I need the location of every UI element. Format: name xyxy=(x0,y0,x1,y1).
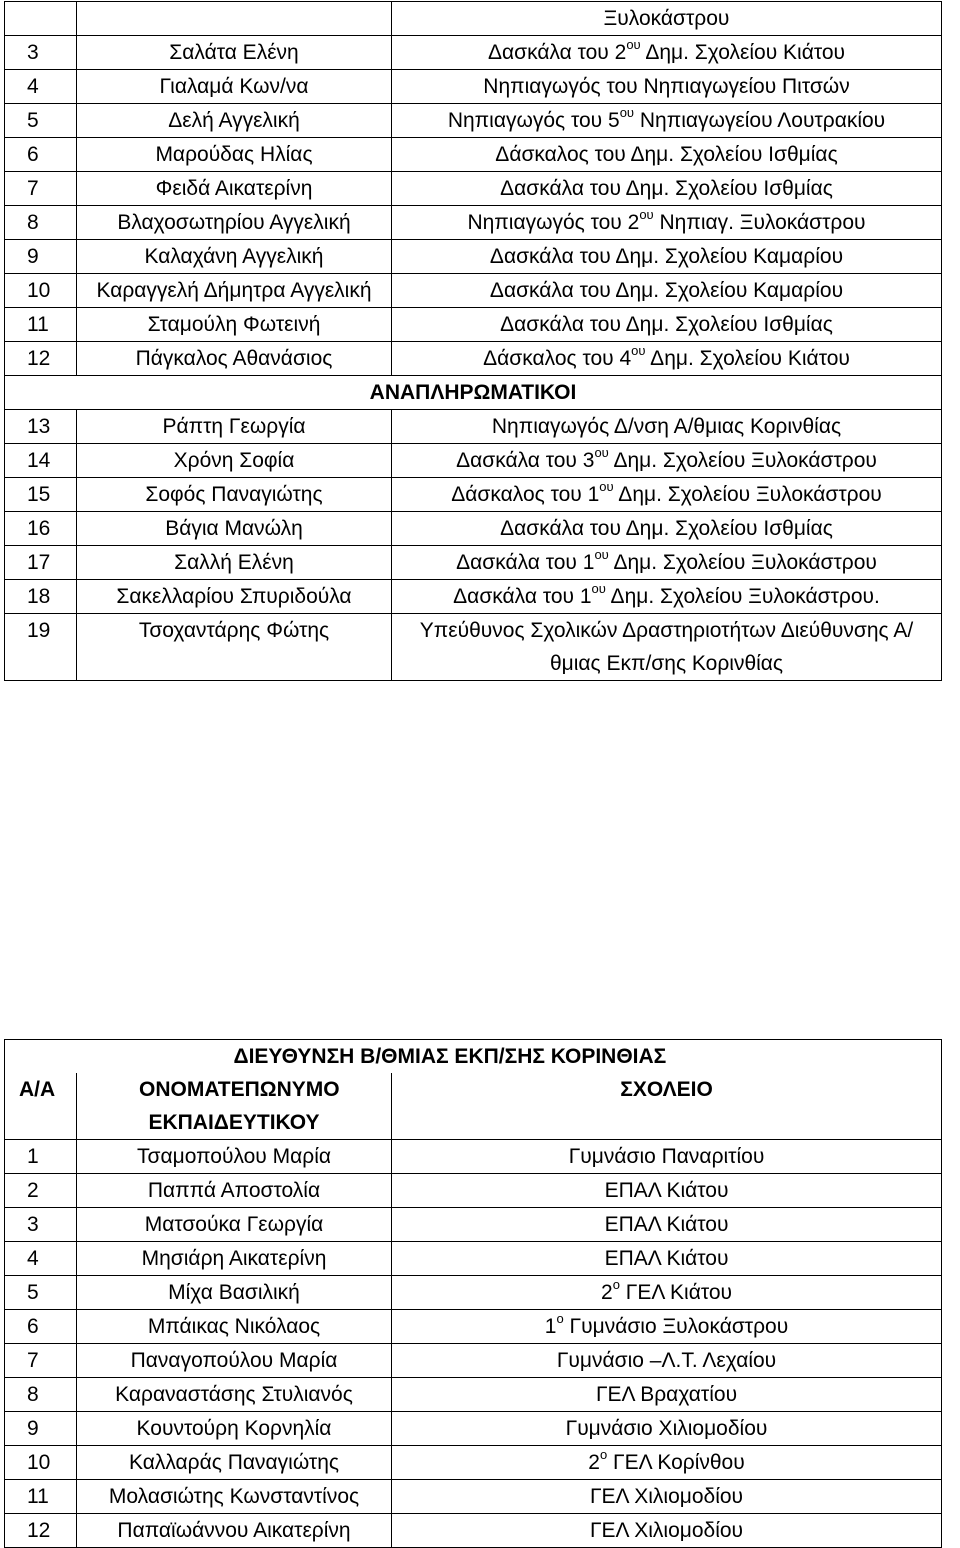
table-title-row xyxy=(5,1040,942,1074)
ordinal-suffix: ου xyxy=(594,547,609,562)
school-text-tail: ΓΕΛ Κιάτου xyxy=(619,1281,733,1304)
table-row xyxy=(5,1208,942,1242)
school-text: ΕΠΑΛ Κιάτου xyxy=(604,1247,729,1270)
school-cell xyxy=(392,1412,942,1446)
school-text: Δάσκαλος του 4 xyxy=(483,347,632,370)
teacher-name: Τσοχαντάρης Φώτης xyxy=(77,614,392,681)
row-number: 3 xyxy=(5,1208,77,1242)
teacher-name: Δελή Αγγελική xyxy=(77,104,392,138)
teacher-name: Ματσούκα Γεωργία xyxy=(77,1208,392,1242)
row-number: 7 xyxy=(5,172,77,206)
school-text-tail: Δημ. Σχολείου Ξυλοκάστρου xyxy=(608,551,877,574)
ordinal-suffix: ο xyxy=(599,1447,608,1462)
row-number: 2 xyxy=(5,1174,77,1208)
table-row xyxy=(5,1480,942,1514)
teacher-name: Παππά Αποστολία xyxy=(77,1174,392,1208)
table-row xyxy=(5,138,942,172)
table-row xyxy=(5,308,942,342)
school-cell xyxy=(392,580,942,614)
teacher-name: Τσαμοπούλου Μαρία xyxy=(77,1140,392,1174)
ordinal-suffix: ο xyxy=(556,1311,564,1326)
row-number: 1 xyxy=(5,1140,77,1174)
school-cell xyxy=(392,70,942,104)
row-number: 4 xyxy=(5,1242,77,1276)
school-cell xyxy=(392,546,942,580)
table-row xyxy=(5,70,942,104)
ordinal-suffix: ου xyxy=(594,445,609,460)
school-text: Γυμνάσιο –Λ.Τ. Λεχαίου xyxy=(556,1349,777,1372)
school-cell xyxy=(392,342,942,376)
header-aa: Α/Α xyxy=(5,1073,77,1140)
row-number: 8 xyxy=(5,1378,77,1412)
table-row xyxy=(5,1140,942,1174)
teacher-name: Σαλλή Ελένη xyxy=(77,546,392,580)
row-number: 5 xyxy=(5,104,77,138)
ordinal-suffix: ο xyxy=(612,1277,620,1292)
school-text-tail: Νηπιαγωγείου Λουτρακίου xyxy=(634,109,886,132)
school-text: Δασκάλα του 3 xyxy=(456,449,595,472)
table-header-row xyxy=(5,1073,942,1140)
table-title: ΔΙΕΥΘΥΝΣΗ Β/ΘΜΙΑΣ ΕΚΠ/ΣΗΣ ΚΟΡΙΝΘΙΑΣ xyxy=(77,1040,942,1074)
row-number: 15 xyxy=(5,478,77,512)
ordinal-suffix: ου xyxy=(599,479,614,494)
teacher-name: Γιαλαμά Κων/να xyxy=(77,70,392,104)
teacher-name: Κουντούρη Κορνηλία xyxy=(77,1412,392,1446)
header-school: ΣΧΟΛΕΙΟ xyxy=(392,1073,942,1140)
school-text: Δασκάλα του Δημ. Σχολείου Καμαρίου xyxy=(489,245,844,268)
row-number: 13 xyxy=(5,410,77,444)
row-number: 10 xyxy=(5,274,77,308)
table-row xyxy=(5,614,942,681)
school-text-tail: Δημ. Σχολείου Κιάτου xyxy=(645,347,850,370)
school-text-tail: Δημ. Σχολείου Ξυλοκάστρου. xyxy=(605,585,880,608)
row-number: 11 xyxy=(5,1480,77,1514)
school-cell xyxy=(392,206,942,240)
school-text-tail: Νηπιαγ. Ξυλοκάστρου xyxy=(653,211,866,234)
row-number: 18 xyxy=(5,580,77,614)
teacher-name: Σαλάτα Ελένη xyxy=(77,36,392,70)
table-row xyxy=(5,172,942,206)
row-number: 5 xyxy=(5,1276,77,1310)
school-cell xyxy=(392,1208,942,1242)
teacher-name: Καραναστάσης Στυλιανός xyxy=(77,1378,392,1412)
school-cell: Ξυλοκάστρου xyxy=(392,2,942,36)
table-row xyxy=(5,1514,942,1548)
row-number: 12 xyxy=(5,1514,77,1548)
table-row xyxy=(5,1276,942,1310)
table-row xyxy=(5,1310,942,1344)
school-text: Δασκάλα του Δημ. Σχολείου Ισθμίας xyxy=(500,313,833,336)
teacher-name: Παπαϊωάννου Αικατερίνη xyxy=(77,1514,392,1548)
school-cell xyxy=(392,512,942,546)
school-text: Δασκάλα του 1 xyxy=(453,585,592,608)
teacher-name: Βάγια Μανώλη xyxy=(77,512,392,546)
teacher-name: Μαρούδας Ηλίας xyxy=(77,138,392,172)
table-row xyxy=(5,1242,942,1276)
table-row xyxy=(5,512,942,546)
school-text: Δάσκαλος του Δημ. Σχολείου Ισθμίας xyxy=(495,143,838,166)
teacher-name: Καραγγελή Δήμητρα Αγγελική xyxy=(77,274,392,308)
row-number: 4 xyxy=(5,70,77,104)
table-row xyxy=(5,240,942,274)
school-text: ΕΠΑΛ Κιάτου xyxy=(604,1179,729,1202)
school-text: Υπεύθυνος Σχολικών Δραστηριοτήτων Διεύθυνσης Α/θμιας Εκπ/σης Κορινθίας xyxy=(419,619,914,675)
row-number: 10 xyxy=(5,1446,77,1480)
table-row xyxy=(5,2,942,36)
school-cell xyxy=(392,478,942,512)
school-cell xyxy=(392,410,942,444)
school-text: 2 xyxy=(588,1451,600,1474)
row-number: 16 xyxy=(5,512,77,546)
teacher-name: Μπάικας Νικόλαος xyxy=(77,1310,392,1344)
school-text: Νηπιαγωγός του Νηπιαγωγείου Πιτσών xyxy=(483,75,850,98)
school-cell xyxy=(392,172,942,206)
school-cell xyxy=(392,1140,942,1174)
teacher-name: Παναγοπούλου Μαρία xyxy=(77,1344,392,1378)
table-row xyxy=(5,580,942,614)
row-number: 11 xyxy=(5,308,77,342)
table-row xyxy=(5,342,942,376)
teacher-name: Φειδά Αικατερίνη xyxy=(77,172,392,206)
school-cell xyxy=(392,104,942,138)
school-text: Γυμνάσιο Χιλιομοδίου xyxy=(565,1417,768,1440)
table-row xyxy=(5,1446,942,1480)
school-cell xyxy=(392,240,942,274)
teacher-name: Σταμούλη Φωτεινή xyxy=(77,308,392,342)
section-row xyxy=(5,376,942,410)
teacher-name: Πάγκαλος Αθανάσιος xyxy=(77,342,392,376)
school-text: ΓΕΛ Βραχατίου xyxy=(595,1383,738,1406)
section-title: ΑΝΑΠΛΗΡΩΜΑΤΙΚΟΙ xyxy=(5,376,942,410)
school-cell xyxy=(392,36,942,70)
school-text: 1 xyxy=(544,1315,557,1338)
row-number: 14 xyxy=(5,444,77,478)
ordinal-suffix: ου xyxy=(631,343,646,358)
table-row xyxy=(5,1174,942,1208)
school-text: Δασκάλα του Δημ. Σχολείου Ισθμίας xyxy=(500,177,833,200)
teacher-name: Καλλαράς Παναγιώτης xyxy=(77,1446,392,1480)
school-cell xyxy=(392,1378,942,1412)
school-text: Δασκάλα του 2 xyxy=(487,41,627,64)
school-text: Δασκάλα του 1 xyxy=(456,551,595,574)
school-cell xyxy=(392,444,942,478)
row-number: 6 xyxy=(5,1310,77,1344)
row-number: 17 xyxy=(5,546,77,580)
table-row xyxy=(5,274,942,308)
school-text-tail: Δημ. Σχολείου Κιάτου xyxy=(640,41,846,64)
row-number: 19 xyxy=(5,614,77,681)
teacher-name: Βλαχοσωτηρίου Αγγελική xyxy=(77,206,392,240)
table-row xyxy=(5,104,942,138)
school-text: Δασκάλα του Δημ. Σχολείου Καμαρίου xyxy=(489,279,844,302)
table-row xyxy=(5,1378,942,1412)
school-cell xyxy=(392,1480,942,1514)
school-text: Νηπιαγωγός Δ/νση Α/θμιας Κορινθίας xyxy=(491,415,842,438)
table-row xyxy=(5,478,942,512)
teacher-name: Καλαχάνη Αγγελική xyxy=(77,240,392,274)
school-text: 2 xyxy=(601,1281,613,1304)
school-text-tail: Δημ. Σχολείου Ξυλοκάστρου xyxy=(613,483,882,506)
teacher-name: Ράπτη Γεωργία xyxy=(77,410,392,444)
school-cell xyxy=(392,274,942,308)
school-text: ΓΕΛ Χιλιομοδίου xyxy=(589,1519,744,1542)
school-cell xyxy=(392,1514,942,1548)
staff-table-primary xyxy=(4,1,942,681)
school-text: Νηπιαγωγός του 2 xyxy=(467,211,640,234)
ordinal-suffix: ου xyxy=(639,207,654,222)
table-row xyxy=(5,410,942,444)
staff-table-secondary xyxy=(4,1039,942,1548)
table-row xyxy=(5,444,942,478)
row-number: 9 xyxy=(5,1412,77,1446)
school-text: Νηπιαγωγός του 5 xyxy=(447,109,620,132)
school-cell xyxy=(392,1310,942,1344)
teacher-name: Χρόνη Σοφία xyxy=(77,444,392,478)
row-number: 3 xyxy=(5,36,77,70)
table-row xyxy=(5,546,942,580)
row-number: 9 xyxy=(5,240,77,274)
table-row xyxy=(5,1344,942,1378)
ordinal-suffix: ου xyxy=(591,581,606,596)
teacher-name: Μολασιώτης Κωνσταντίνος xyxy=(77,1480,392,1514)
row-number: 6 xyxy=(5,138,77,172)
header-name: ΟΝΟΜΑΤΕΠΩΝΥΜΟ ΕΚΠΑΙΔΕΥΤΙΚΟΥ xyxy=(77,1073,392,1140)
school-text-tail: Γυμνάσιο Ξυλοκάστρου xyxy=(563,1315,789,1338)
school-text: ΕΠΑΛ Κιάτου xyxy=(604,1213,729,1236)
school-cell xyxy=(392,308,942,342)
school-text-tail: ΓΕΛ Κορίνθου xyxy=(607,1451,745,1474)
school-text-tail: Δημ. Σχολείου Ξυλοκάστρου xyxy=(608,449,877,472)
school-text: Δασκάλα του Δημ. Σχολείου Ισθμίας xyxy=(500,517,833,540)
table-row xyxy=(5,1412,942,1446)
teacher-name: Σοφός Παναγιώτης xyxy=(77,478,392,512)
school-cell xyxy=(392,1446,942,1480)
school-text: Δάσκαλος του 1 xyxy=(451,483,600,506)
ordinal-suffix: ου xyxy=(626,37,641,52)
ordinal-suffix: ου xyxy=(619,105,635,120)
table-row xyxy=(5,36,942,70)
teacher-name: Μίχα Βασιλική xyxy=(77,1276,392,1310)
school-text: Γυμνάσιο Παναριτίου xyxy=(568,1145,765,1168)
school-cell xyxy=(392,1242,942,1276)
teacher-name: Σακελλαρίου Σπυριδούλα xyxy=(77,580,392,614)
school-cell xyxy=(392,614,942,681)
table-row xyxy=(5,206,942,240)
school-text: ΓΕΛ Χιλιομοδίου xyxy=(589,1485,744,1508)
row-number: 12 xyxy=(5,342,77,376)
row-number: 8 xyxy=(5,206,77,240)
school-cell xyxy=(392,1344,942,1378)
row-number: 7 xyxy=(5,1344,77,1378)
school-cell xyxy=(392,1276,942,1310)
teacher-name: Μησιάρη Αικατερίνη xyxy=(77,1242,392,1276)
school-cell xyxy=(392,138,942,172)
school-cell xyxy=(392,1174,942,1208)
